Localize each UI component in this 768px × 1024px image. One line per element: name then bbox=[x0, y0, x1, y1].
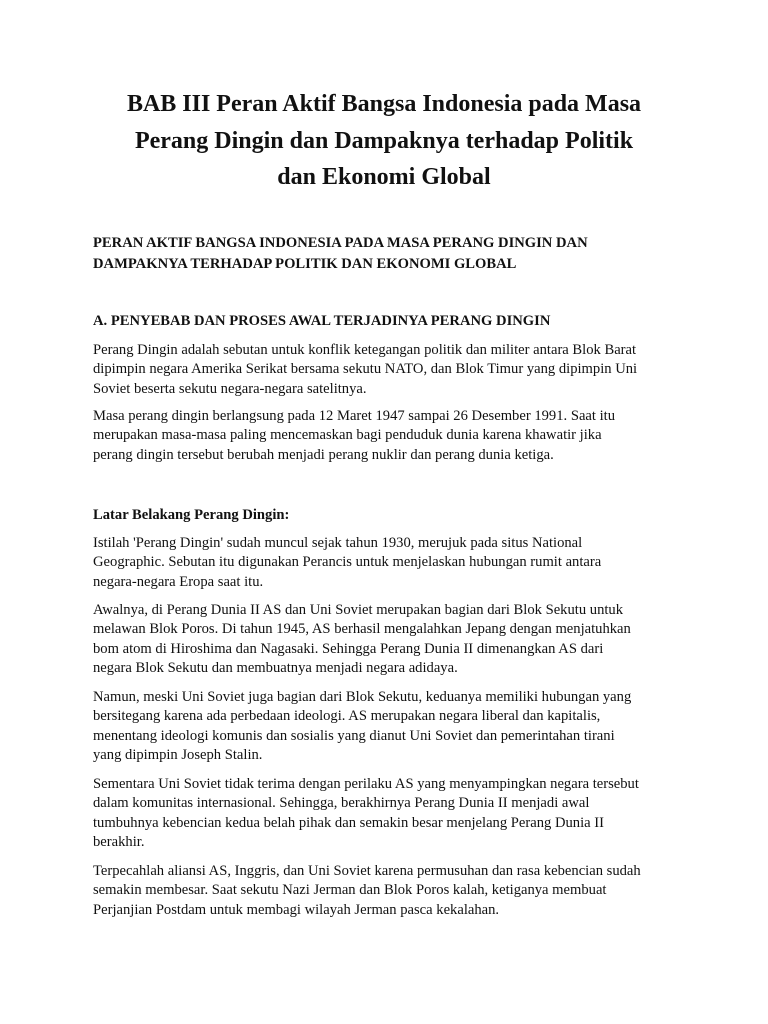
paragraph-line: Terpecahlah aliansi AS, Inggris, dan Uni Soviet karena permusuhan dan rasa kebencian sudah bbox=[93, 863, 641, 879]
title-line: Perang Dingin dan Dampaknya terhadap Politik bbox=[134, 127, 634, 154]
section-a-heading: A. PENYEBAB DAN PROSES AWAL TERJADINYA PERANG DINGIN bbox=[93, 313, 551, 329]
paragraph-line: perang dingin tersebut berubah menjadi perang nuklir dan perang dunia ketiga. bbox=[93, 446, 554, 463]
paragraph-line: Sementara Uni Soviet tidak terima dengan perilaku AS yang menyampingkan negara tersebut bbox=[93, 776, 639, 792]
main-heading-line: PERAN AKTIF BANGSA INDONESIA PADA MASA PERANG DINGIN DAN bbox=[93, 235, 588, 251]
paragraph-line: Perang Dingin adalah sebutan untuk konflik ketegangan politik dan militer antara Blok Barat bbox=[93, 342, 637, 358]
paragraph-line: menentang ideologi komunis dan sosialis yang dianut Uni Soviet dan pemerintahan tirani bbox=[93, 727, 615, 744]
paragraph-line: tumbuhnya kebencian kedua belah pihak dan semakin besar menjelang Perang Dunia II bbox=[93, 814, 605, 831]
paragraph-line: Geographic. Sebutan itu digunakan Perancis untuk menjelaskan hubungan rumit antara bbox=[93, 554, 602, 571]
paragraph bbox=[93, 407, 693, 465]
paragraph-line: Soviet beserta sekutu negara-negara satelitnya. bbox=[93, 380, 367, 397]
background-heading: Latar Belakang Perang Dingin: bbox=[93, 507, 290, 523]
main-heading bbox=[93, 233, 693, 275]
paragraph bbox=[93, 341, 693, 399]
paragraph-line: negara-negara Eropa saat itu. bbox=[93, 573, 264, 590]
paragraph bbox=[93, 862, 693, 920]
paragraph-line: dipimpin negara Amerika Serikat bersama sekutu NATO, dan Blok Timur yang dipimpin Uni bbox=[93, 361, 638, 378]
paragraph-line: negara Blok Sekutu dan membuatnya menjadi negara adidaya. bbox=[93, 660, 458, 677]
paragraph-line: Masa perang dingin berlangsung pada 12 Maret 1947 sampai 26 Desember 1991. Saat itu bbox=[93, 408, 616, 424]
paragraph-line: Awalnya, di Perang Dunia II AS dan Uni Soviet merupakan bagian dari Blok Sekutu untuk bbox=[93, 602, 624, 618]
paragraph-line: berakhir. bbox=[93, 834, 145, 851]
paragraph-line: bersitegang karena ada perbedaan ideologi. AS merupakan negara liberal dan kapitalis, bbox=[93, 708, 601, 725]
paragraph bbox=[93, 601, 693, 679]
paragraph-line: semakin membesar. Saat sekutu Nazi Jerman dan Blok Poros kalah, ketiganya membuat bbox=[93, 882, 607, 899]
paragraph-line: dalam komunitas internasional. Sehingga, berakhirnya Perang Dunia II menjadi awal bbox=[93, 795, 590, 812]
paragraph bbox=[93, 775, 693, 853]
paragraph-line: Istilah 'Perang Dingin' sudah muncul sejak tahun 1930, merujuk pada situs National bbox=[93, 535, 583, 551]
paragraph-line: merupakan masa-masa paling mencemaskan bagi penduduk dunia karena khawatir jika bbox=[93, 427, 602, 444]
paragraph-line: yang dipimpin Joseph Stalin. bbox=[93, 747, 263, 764]
paragraph-line: bom atom di Hiroshima dan Nagasaki. Sehingga Perang Dunia II dimenangkan AS dari bbox=[93, 640, 604, 657]
paragraph bbox=[93, 688, 693, 766]
main-heading-line: DAMPAKNYA TERHADAP POLITIK DAN EKONOMI GLOBAL bbox=[93, 256, 517, 272]
paragraph-line: Namun, meski Uni Soviet juga bagian dari Blok Sekutu, keduanya memiliki hubungan yang bbox=[93, 689, 632, 705]
paragraph-line: melawan Blok Poros. Di tahun 1945, AS berhasil mengalahkan Jepang dengan menjatuhkan bbox=[93, 621, 631, 638]
document-title bbox=[80, 86, 688, 196]
title-line: BAB III Peran Aktif Bangsa Indonesia pada Masa bbox=[126, 91, 642, 117]
paragraph-line: Perjanjian Postdam untuk membagi wilayah Jerman pasca kekalahan. bbox=[93, 901, 500, 918]
paragraph bbox=[93, 534, 693, 592]
title-line: dan Ekonomi Global bbox=[277, 164, 491, 190]
